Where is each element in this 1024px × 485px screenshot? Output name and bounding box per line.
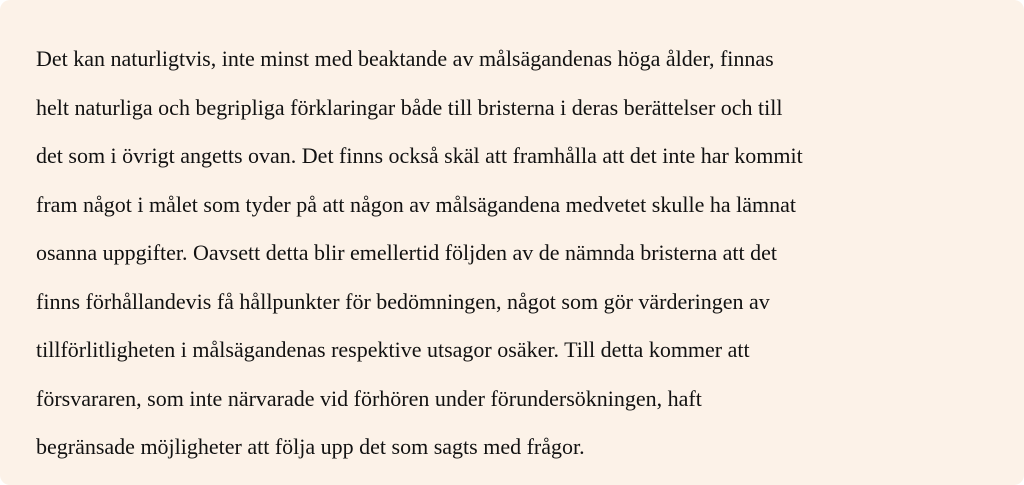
paragraph-line: försvararen, som inte närvarade vid förhören under förundersökningen, haft	[36, 385, 702, 411]
paragraph-line: det som i övrigt angetts ovan. Det finns också skäl att framhålla att det inte har kommit	[36, 143, 803, 168]
paragraph-line: Det kan naturligtvis, inte minst med beaktande av målsägandenas höga ålder, finnas	[36, 46, 774, 71]
paragraph-line: helt naturliga och begripliga förklaringar både till bristerna i deras berättelser och till	[36, 94, 783, 120]
paragraph-line: finns förhållandevis få hållpunkter för bedömningen, något som gör värderingen av	[36, 288, 770, 314]
paragraph-line: tillförlitligheten i målsägandenas respektive utsagor osäker. Till detta kommer att	[36, 337, 750, 362]
paragraph-line: fram något i målet som tyder på att någon av målsägandena medvetet skulle ha lämnat	[36, 191, 796, 217]
paragraph-line: begränsade möjligheter att följa upp det som sagts med frågor.	[36, 434, 585, 459]
paragraph-line: osanna uppgifter. Oavsett detta blir emellertid följden av de nämnda bristerna att det	[36, 240, 778, 265]
body-paragraph	[36, 42, 803, 479]
